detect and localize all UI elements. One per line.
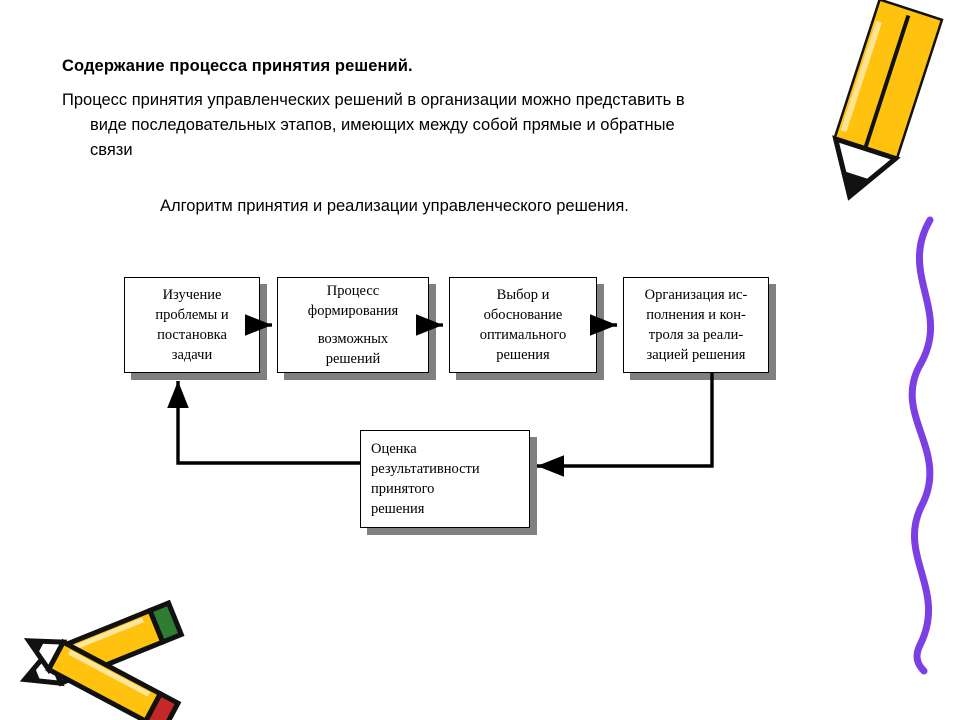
intro-line-2: виде последовательных этапов, имеющих между собой прямые и обратные bbox=[90, 116, 675, 134]
edge-feedback-evaluation-to-study bbox=[178, 381, 360, 463]
node-line: возможных bbox=[317, 331, 389, 347]
node-line: решения bbox=[371, 501, 425, 517]
node-line: троля за реали- bbox=[648, 327, 744, 343]
node-line: постановка bbox=[157, 327, 227, 343]
node-line: проблемы и bbox=[155, 307, 229, 323]
node-line: решений bbox=[325, 351, 381, 367]
node-line: Организация ис- bbox=[644, 287, 748, 303]
node-line: Изучение bbox=[162, 287, 222, 303]
page-title: Содержание процесса принятия решений. bbox=[62, 57, 413, 75]
node-line: формирования bbox=[307, 303, 399, 319]
node-line: Выбор и bbox=[496, 287, 550, 303]
edge-feedback-execution-to-evaluation bbox=[537, 373, 712, 466]
intro-line-3: связи bbox=[90, 141, 133, 159]
node-line: задачи bbox=[171, 347, 213, 363]
node-line: зацией решения bbox=[646, 347, 746, 363]
node-line: обоснование bbox=[483, 307, 563, 323]
node-line: Процесс bbox=[326, 283, 380, 299]
node-line: принятого bbox=[371, 481, 435, 497]
node-line: результативности bbox=[371, 461, 480, 477]
node-line: оптимального bbox=[479, 327, 567, 343]
node-line: полнения и кон- bbox=[646, 307, 746, 323]
intro-line-1: Процесс принятия управленческих решений в организации можно представить в bbox=[62, 91, 685, 109]
node-line: Оценка bbox=[371, 441, 417, 457]
node-line: решения bbox=[496, 347, 550, 363]
diagram-caption: Алгоритм принятия и реализации управленческого решения. bbox=[160, 197, 629, 215]
